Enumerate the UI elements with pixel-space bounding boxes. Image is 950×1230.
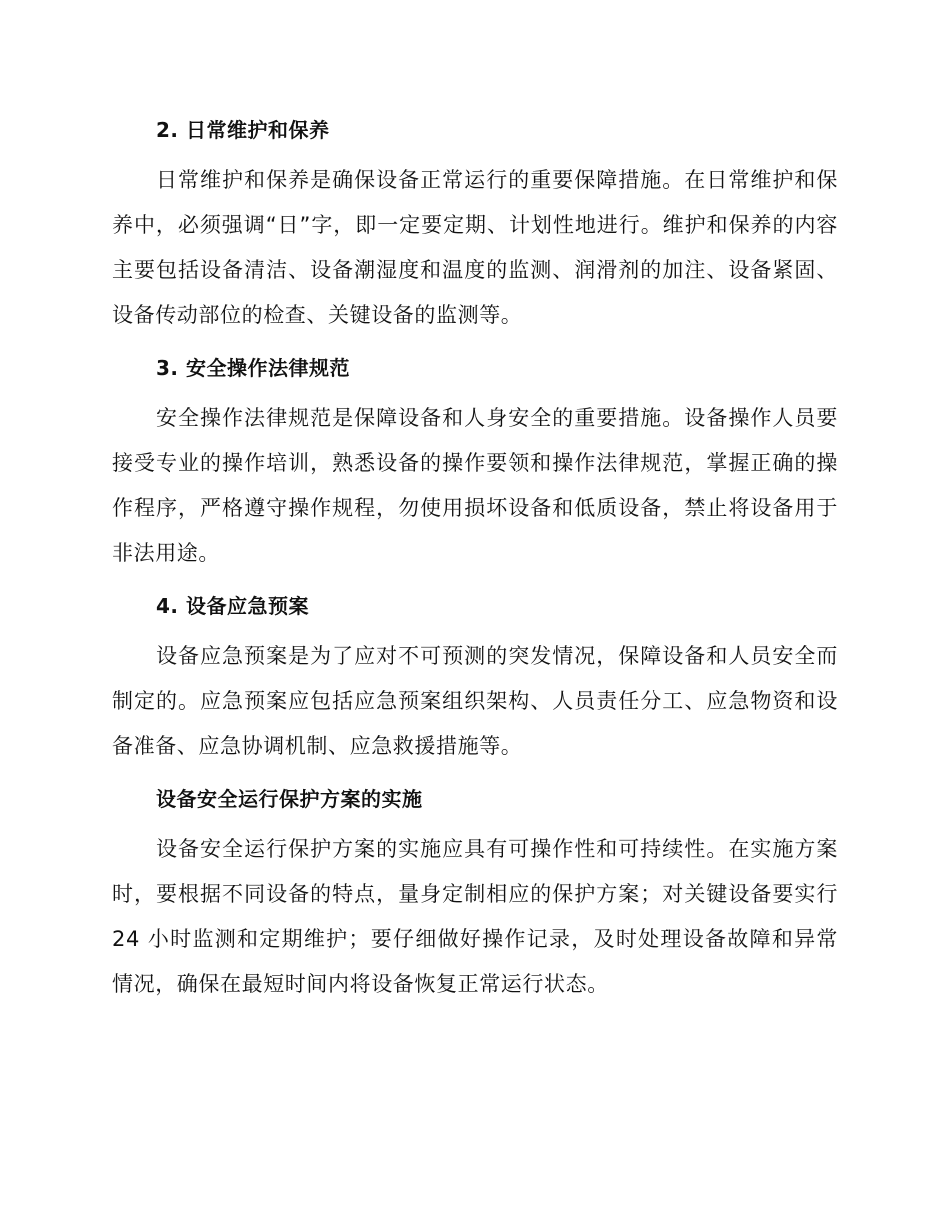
section-safety-regulations <box>112 346 838 576</box>
section-body: 设备安全运行保护方案的实施应具有可操作性和可持续性。在实施方案时，要根据不同设备的特点，量身定制相应的保护方案；对关键设备要实行24 小时监测和定期维护；要仔细做好操作记录，及时处理设备故障和异常情况，确保在最短时间内将设备恢复正常运行状态。 <box>112 837 838 996</box>
section-body: 日常维护和保养是确保设备正常运行的重要保障措施。在日常维护和保养中，必须强调“日”字，即一定要定期、计划性地进行。维护和保养的内容主要包括设备清洁、设备潮湿度和温度的监测、润滑剂的加注、设备紧固、设备传动部位的检查、关键设备的监测等。 <box>112 168 838 327</box>
section-heading: 4. 设备应急预案 <box>156 594 309 618</box>
section-body: 安全操作法律规范是保障设备和人身安全的重要措施。设备操作人员要接受专业的操作培训，熟悉设备的操作要领和操作法律规范，掌握正确的操作程序，严格遵守操作规程，勿使用损坏设备和低质设备，禁止将设备用于非法用途。 <box>112 406 838 565</box>
section-body: 设备应急预案是为了应对不可预测的突发情况，保障设备和人员安全而制定的。应急预案应包括应急预案组织架构、人员责任分工、应急物资和设备准备、应急协调机制、应急救援措施等。 <box>112 644 838 758</box>
section-heading: 2. 日常维护和保养 <box>156 118 330 142</box>
section-heading: 3. 安全操作法律规范 <box>156 356 350 380</box>
section-implementation <box>112 777 838 1007</box>
section-heading: 设备安全运行保护方案的实施 <box>156 787 423 811</box>
document-page <box>112 108 838 1015</box>
section-emergency-plan <box>112 584 838 769</box>
section-daily-maintenance <box>112 108 838 338</box>
